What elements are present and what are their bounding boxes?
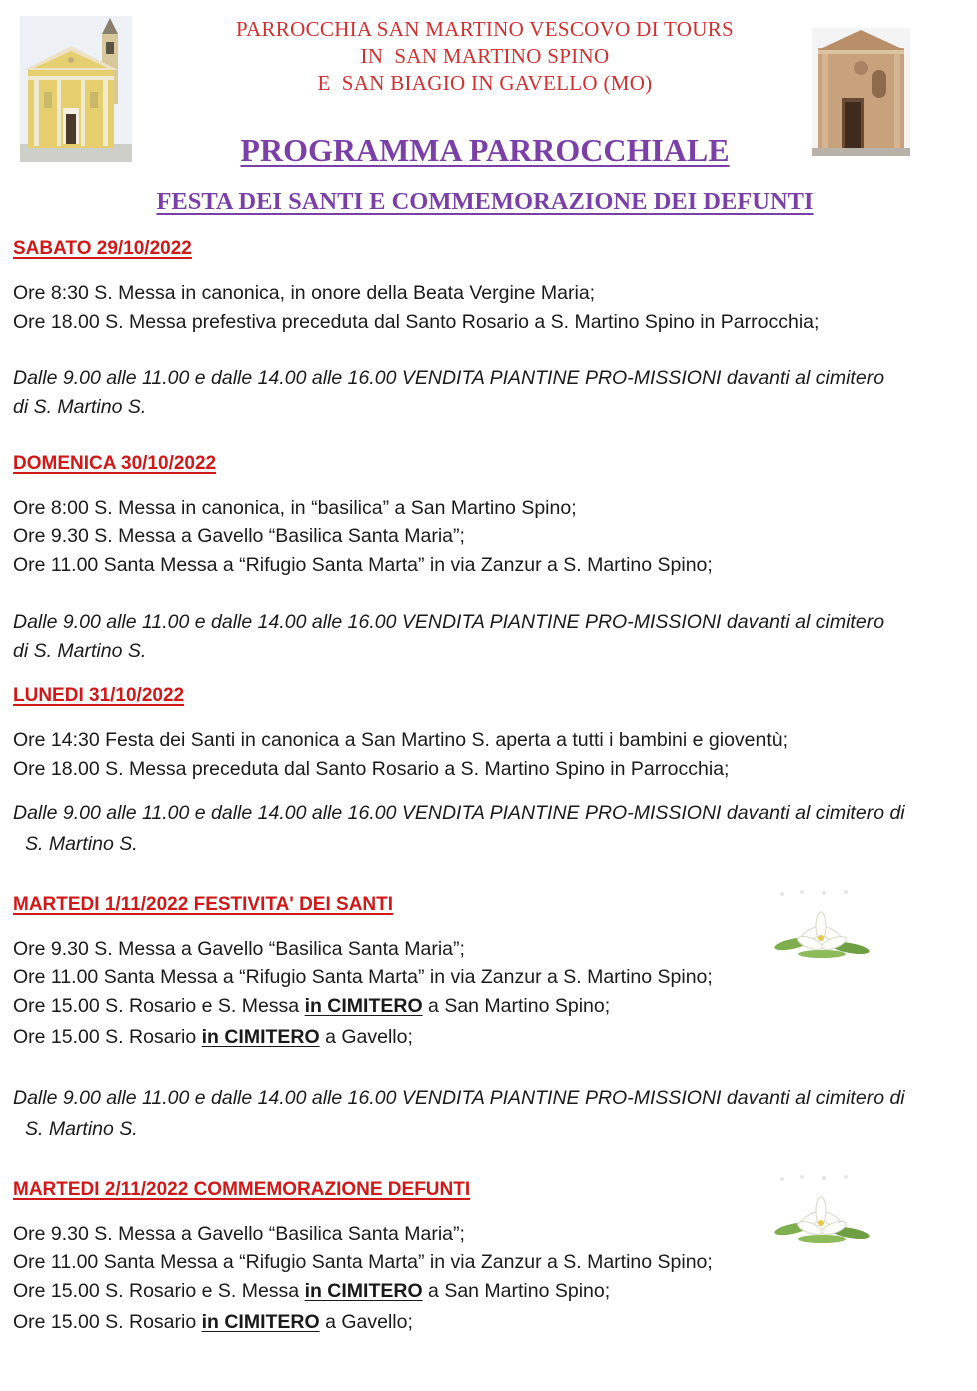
sale-note-continued: S. Martino S. bbox=[25, 833, 138, 855]
sale-note: Dalle 9.00 alle 11.00 e dalle 14.00 alle 16.00 VENDITA PIANTINE PRO-MISSIONI davanti al cimitero di bbox=[13, 1087, 905, 1109]
page-subtitle: FESTA DEI SANTI E COMMEMORAZIONE DEI DEFUNTI bbox=[156, 188, 814, 215]
schedule-line: Ore 11.00 Santa Messa a “Rifugio Santa Marta” in via Zanzur a S. Martino Spino; bbox=[13, 1251, 713, 1273]
cemetery-schedule-line: Ore 15.00 S. Rosario e S. Messa in CIMITERO a San Martino Spino; bbox=[13, 1280, 611, 1302]
parish-line-2: IN SAN MARTINO SPINO bbox=[360, 44, 610, 68]
lily-flower-icon bbox=[772, 888, 872, 968]
sale-note-continued: S. Martino S. bbox=[25, 1118, 138, 1140]
schedule-line: Ore 18.00 S. Messa prefestiva preceduta dal Santo Rosario a S. Martino Spino in Parrocchia; bbox=[13, 311, 820, 333]
lily-flower-icon bbox=[772, 1173, 872, 1253]
schedule-line: Ore 11.00 Santa Messa a “Rifugio Santa Marta” in via Zanzur a S. Martino Spino; bbox=[13, 966, 713, 988]
day-heading-monday: LUNEDI 31/10/2022 bbox=[13, 685, 185, 706]
day-heading-saturday: SABATO 29/10/2022 bbox=[13, 238, 192, 259]
schedule-line: Ore 9.30 S. Messa a Gavello “Basilica Santa Maria”; bbox=[13, 938, 465, 960]
sale-note: Dalle 9.00 alle 11.00 e dalle 14.00 alle 16.00 VENDITA PIANTINE PRO-MISSIONI davanti al cimitero di bbox=[13, 802, 905, 824]
schedule-line: Ore 8:30 S. Messa in canonica, in onore della Beata Vergine Maria; bbox=[13, 282, 596, 304]
schedule-line: Ore 8:00 S. Messa in canonica, in “basilica” a San Martino Spino; bbox=[13, 497, 577, 519]
cemetery-schedule-line: Ore 15.00 S. Rosario in CIMITERO a Gavello; bbox=[13, 1311, 413, 1333]
schedule-line: Ore 9.30 S. Messa a Gavello “Basilica Santa Maria”; bbox=[13, 1223, 465, 1245]
sale-note: Dalle 9.00 alle 11.00 e dalle 14.00 alle 16.00 VENDITA PIANTINE PRO-MISSIONI davanti al cimitero bbox=[13, 367, 885, 389]
day-heading-all-saints: MARTEDI 1/11/2022 FESTIVITA' DEI SANTI bbox=[13, 894, 394, 915]
sale-note: Dalle 9.00 alle 11.00 e dalle 14.00 alle 16.00 VENDITA PIANTINE PRO-MISSIONI davanti al cimitero bbox=[13, 611, 885, 633]
parish-line-3: E SAN BIAGIO IN GAVELLO (MO) bbox=[317, 71, 653, 95]
cemetery-schedule-line: Ore 15.00 S. Rosario in CIMITERO a Gavello; bbox=[13, 1026, 413, 1048]
sale-note-continued: di S. Martino S. bbox=[13, 396, 147, 418]
schedule-line: Ore 9.30 S. Messa a Gavello “Basilica Santa Maria”; bbox=[13, 525, 465, 547]
page-title: PROGRAMMA PARROCCHIALE bbox=[240, 132, 730, 168]
cemetery-schedule-line: Ore 15.00 S. Rosario e S. Messa in CIMITERO a San Martino Spino; bbox=[13, 995, 611, 1017]
day-heading-sunday: DOMENICA 30/10/2022 bbox=[13, 453, 217, 474]
page-header bbox=[0, 0, 977, 230]
schedule-line: Ore 18.00 S. Messa preceduta dal Santo Rosario a S. Martino Spino in Parrocchia; bbox=[13, 758, 730, 780]
schedule-line: Ore 11.00 Santa Messa a “Rifugio Santa Marta” in via Zanzur a S. Martino Spino; bbox=[13, 554, 713, 576]
sale-note-continued: di S. Martino S. bbox=[13, 640, 147, 662]
schedule-line: Ore 14:30 Festa dei Santi in canonica a San Martino S. aperta a tutti i bambini e gioventù; bbox=[13, 729, 789, 751]
day-heading-all-souls: MARTEDI 2/11/2022 COMMEMORAZIONE DEFUNTI bbox=[13, 1179, 471, 1200]
parish-name bbox=[150, 16, 820, 97]
parish-line-1: PARROCCHIA SAN MARTINO VESCOVO DI TOURS bbox=[235, 17, 734, 41]
